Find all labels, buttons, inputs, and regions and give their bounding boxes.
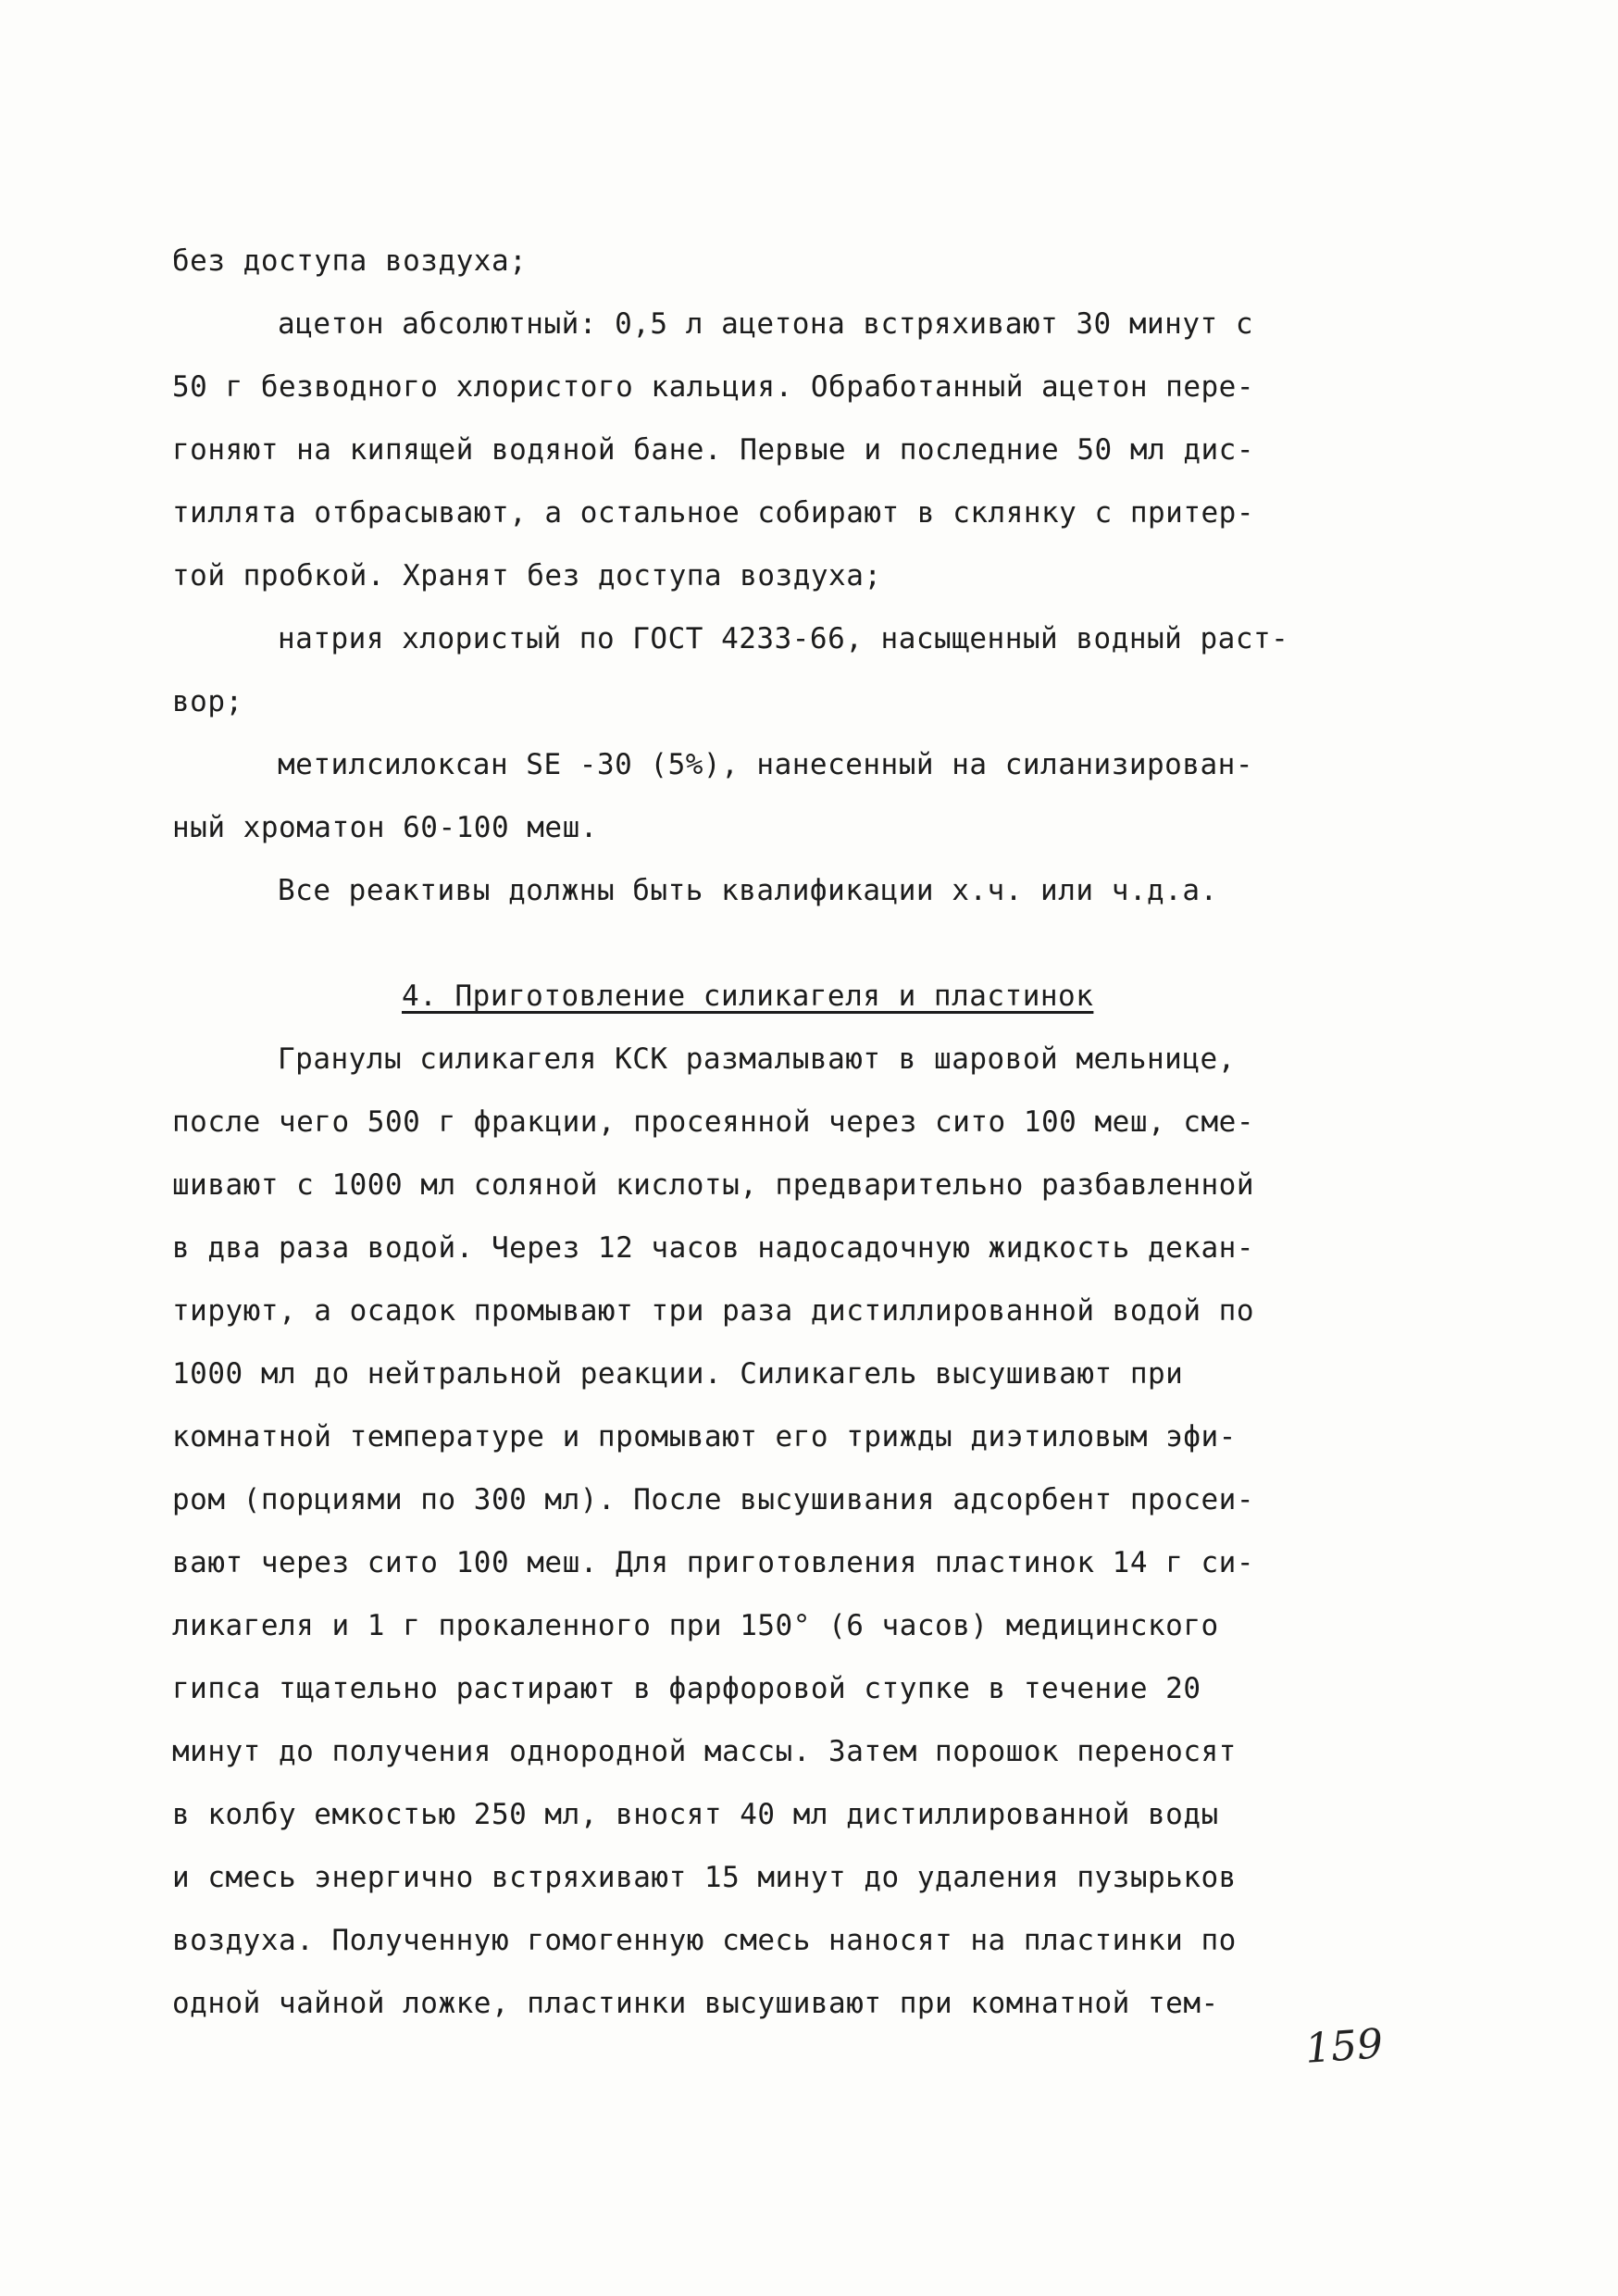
text-line: вор;	[172, 685, 243, 718]
text-line: Гранулы силикагеля КСК размалывают в шаровой мельнице,	[278, 1042, 1236, 1076]
text-line: гипса тщательно растирают в фарфоровой ступке в течение 20	[172, 1672, 1201, 1705]
text-line: 50 г безводного хлористого кальция. Обработанный ацетон пере-	[172, 370, 1254, 404]
text-line: ный хроматон 60-100 меш.	[172, 811, 598, 844]
text-line: ацетон абсолютный: 0,5 л ацетона встряхивают 30 минут с	[278, 307, 1253, 341]
text-line: после чего 500 г фракции, просеянной через сито 100 меш, сме-	[172, 1105, 1254, 1139]
page-number: 159	[1303, 2020, 1385, 2073]
text-line: одной чайной ложке, пластинки высушивают при комнатной тем-	[172, 1987, 1219, 2020]
text-line: Все реактивы должны быть квалификации х.ч. или ч.д.а.	[278, 874, 1218, 907]
text-line: комнатной температуре и промывают его трижды диэтиловым эфи-	[172, 1420, 1237, 1454]
text-line: тиллята отбрасывают, а остальное собирают в склянку с притер-	[172, 496, 1254, 530]
text-line: натрия хлористый по ГОСТ 4233-66, насыщенный водный раст-	[278, 622, 1289, 655]
text-line: в колбу емкостью 250 мл, вносят 40 мл дистиллированной воды	[172, 1798, 1219, 1831]
text-line: ликагеля и 1 г прокаленного при 150° (6 часов) медицинского	[172, 1609, 1219, 1642]
text-line: метилсилоксан SE -30 (5%), нанесенный на силанизирован-	[278, 748, 1253, 781]
text-line: воздуха. Полученную гомогенную смесь наносят на пластинки по	[172, 1924, 1237, 1957]
section-heading-text: 4. Приготовление силикагеля и пластинок	[402, 980, 1094, 1013]
text-line: гоняют на кипящей водяной бане. Первые и последние 50 мл дис-	[172, 433, 1254, 467]
text-line: вают через сито 100 меш. Для приготовления пластинок 14 г си-	[172, 1546, 1254, 1579]
text-line: минут до получения однородной массы. Затем порошок переносят	[172, 1735, 1237, 1768]
text-line: тируют, а осадок промывают три раза дистиллированной водой по	[172, 1294, 1254, 1328]
text-line: без доступа воздуха;	[172, 244, 528, 278]
text-line: ром (порциями по 300 мл). После высушивания адсорбент просеи-	[172, 1483, 1254, 1516]
text-line: и смесь энергично встряхивают 15 минут до удаления пузырьков	[172, 1861, 1237, 1894]
text-line: шивают с 1000 мл соляной кислоты, предварительно разбавленной	[172, 1168, 1254, 1202]
text-line: в два раза водой. Через 12 часов надосадочную жидкость декан-	[172, 1231, 1254, 1265]
document-body	[172, 230, 1450, 2035]
text-line: 1000 мл до нейтральной реакции. Силикагель высушивают при	[172, 1357, 1184, 1391]
text-line: той пробкой. Хранят без доступа воздуха;	[172, 559, 882, 593]
section-heading	[172, 965, 1450, 1028]
